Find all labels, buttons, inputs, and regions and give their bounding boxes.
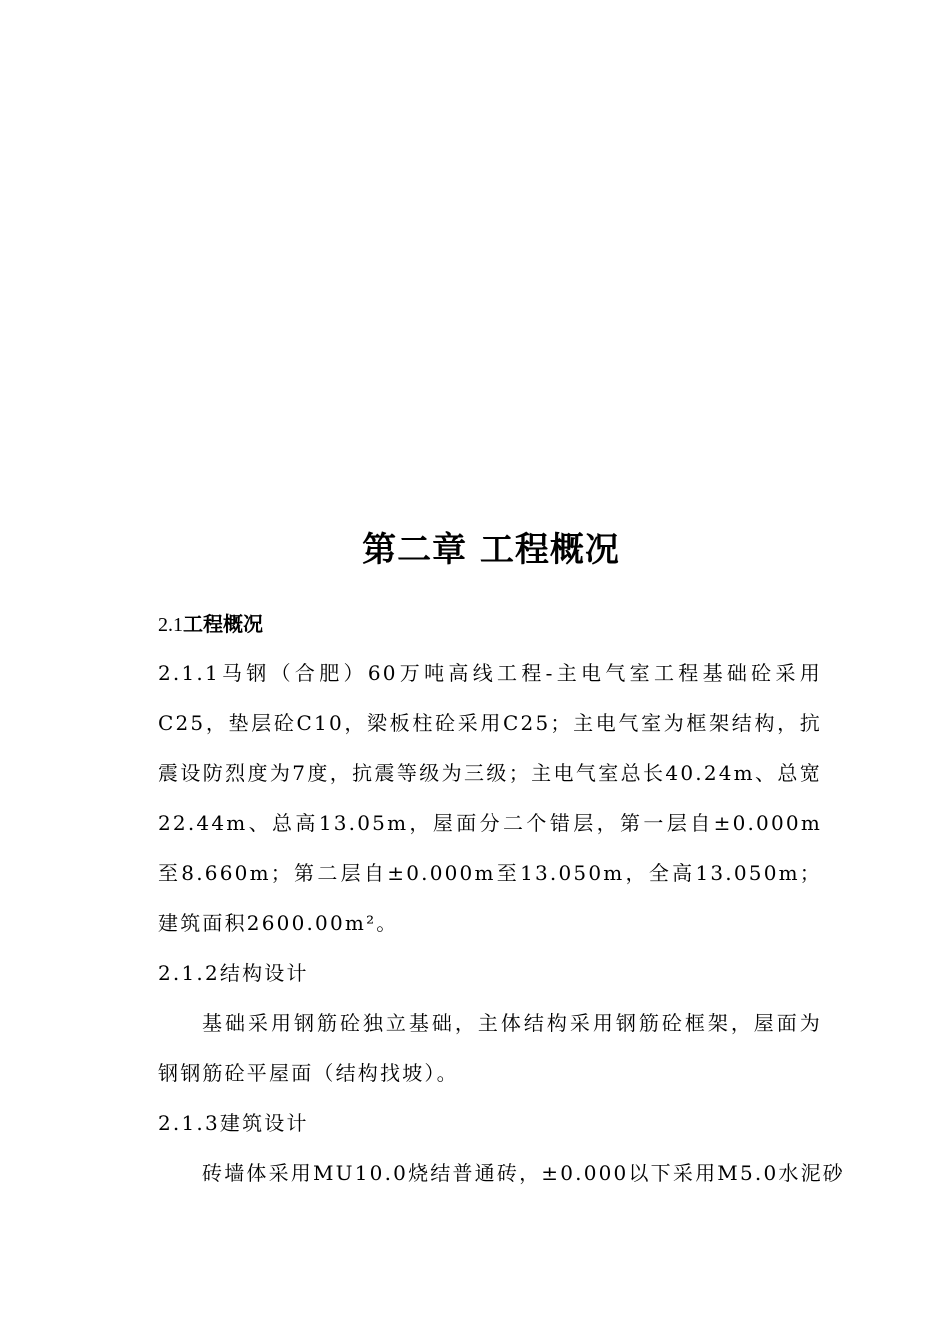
paragraph-structure-design: 基础采用钢筋砼独立基础，主体结构采用钢筋砼框架，屋面为钢钢筋砼平屋面（结构找坡）。 — [158, 1011, 822, 1085]
section-number: 2.1 — [158, 614, 183, 636]
paragraph-architecture-design: 砖墙体采用MU10.0烧结普通砖，±0.000以下采用M5.0水泥砂 — [202, 1161, 845, 1185]
subheading-structure-design: 2.1.2结构设计 — [158, 961, 309, 985]
paragraph-project-overview: 2.1.1马钢（合肥）60万吨高线工程-主电气室工程基础砼采用C25，垫层砼C10，梁板柱砼采用C25；主电气室为框架结构，抗震设防烈度为7度，抗震等级为三级；主电气室总长40.24m、总宽22.44m、总高13.05m，屋面分二个错层，第一层自±0.000m至8.660m；第二层自±0.000m至13.050m，全高13.050m；建筑面积2600.00m²。 — [158, 661, 822, 935]
section-heading-2-1 — [158, 606, 263, 643]
section-title: 工程概况 — [183, 612, 263, 636]
subheading-architecture-design: 2.1.3建筑设计 — [158, 1111, 309, 1135]
chapter-title: 第二章 工程概况 — [362, 530, 620, 570]
